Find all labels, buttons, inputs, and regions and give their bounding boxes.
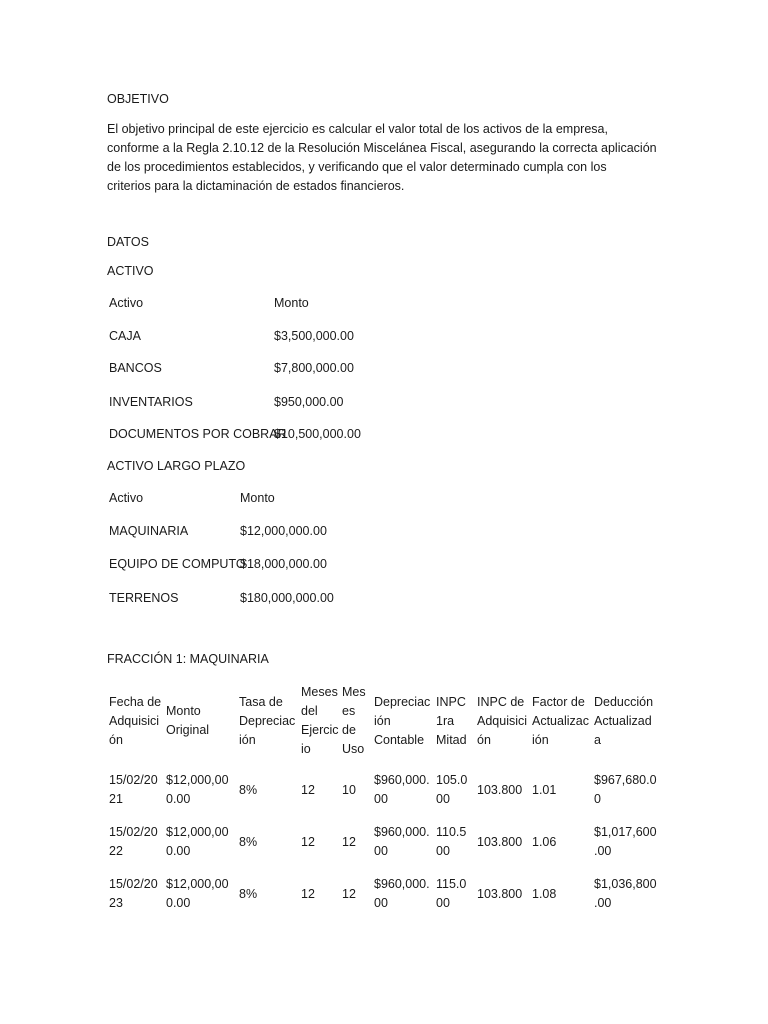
objective-heading: OBJETIVO (107, 92, 169, 106)
header-tasa-depreciacion-line: Depreciac (239, 713, 296, 728)
header-tasa-depreciacion-line: ión (239, 732, 256, 747)
cell-fecha-adquisicion (109, 771, 165, 809)
cell-deduccion-actualizada-line: $1,036,800 (594, 877, 657, 891)
header-meses-uso (342, 683, 373, 759)
cell-deduccion-actualizada (594, 771, 664, 809)
activo-amount-caja: $3,500,000.00 (274, 329, 354, 343)
cell-deduccion-actualizada-line: .00 (594, 844, 612, 858)
activo-name-bancos: BANCOS (109, 361, 162, 375)
cell-meses-uso-line: 12 (342, 834, 356, 849)
cell-deduccion-actualizada-line: $967,680.0 (594, 773, 657, 787)
cell-inpc-1ra-mitad-line: 115.0 (436, 877, 467, 891)
header-depreciacion-contable (374, 683, 435, 759)
cell-deduccion-actualizada-line: .00 (594, 896, 612, 910)
header-monto-original (166, 683, 238, 759)
cell-depreciacion-contable (374, 771, 435, 809)
activo-amount-documentos: $10,500,000.00 (274, 427, 361, 441)
header-tasa-depreciacion-line: Tasa de (239, 694, 283, 709)
cell-fecha-adquisicion-line: 15/02/20 (109, 825, 158, 839)
datos-heading: DATOS (107, 235, 149, 249)
cell-inpc-1ra-mitad-line: 110.5 (436, 825, 467, 839)
cell-inpc-adquisicion-line: 103.800 (477, 886, 523, 901)
header-meses-uso-line: Mes (342, 685, 366, 699)
cell-meses-uso (342, 875, 373, 913)
header-meses-uso-line: Uso (342, 742, 365, 756)
activo-amount-inventarios: $950,000.00 (274, 395, 344, 409)
objective-line: de los procedimientos establecidos, y verificando que el valor determinado cumpla con los (107, 160, 607, 174)
objective-line: conforme a la Regla 2.10.12 de la Resolución Miscelánea Fiscal, asegurando la correcta aplicación (107, 141, 657, 155)
header-deduccion-actualizada-line: Actualizad (594, 713, 652, 728)
largo-name-equipo: EQUIPO DE COMPUTO (109, 557, 246, 571)
header-meses-ejercicio (301, 683, 341, 759)
largo-name-terrenos: TERRENOS (109, 591, 179, 605)
cell-deduccion-actualizada-line: $1,017,600 (594, 825, 657, 839)
activo-amount-bancos: $7,800,000.00 (274, 361, 354, 375)
cell-meses-ejercicio-line: 12 (301, 782, 315, 797)
cell-monto-original-line: $12,000,00 (166, 825, 229, 839)
header-deduccion-actualizada (594, 683, 664, 759)
cell-meses-uso-line: 12 (342, 886, 356, 901)
header-monto-original-line: Monto (166, 704, 201, 718)
largo-table-header-activo: Activo (109, 491, 144, 505)
cell-deduccion-actualizada-line: 0 (594, 792, 601, 806)
largo-plazo-heading: ACTIVO LARGO PLAZO (107, 459, 246, 473)
cell-meses-uso-line: 10 (342, 782, 356, 797)
cell-depreciacion-contable-line: 00 (374, 896, 388, 910)
cell-fecha-adquisicion-line: 21 (109, 792, 123, 806)
header-inpc-1ra-mitad-line: INPC (436, 694, 466, 709)
cell-deduccion-actualizada (594, 823, 664, 861)
objective-line: criterios para la dictaminación de estados financieros. (107, 179, 405, 193)
header-meses-uso-line: de (342, 723, 356, 737)
header-inpc-adquisicion-line: ón (477, 732, 491, 747)
cell-monto-original-line: $12,000,00 (166, 877, 229, 891)
cell-tasa-depreciacion (239, 823, 300, 861)
header-monto-original-line: Original (166, 723, 210, 737)
cell-depreciacion-contable-line: $960,000. (374, 773, 430, 787)
cell-factor-actualizacion-line: 1.06 (532, 834, 557, 849)
cell-monto-original-line: 0.00 (166, 896, 191, 910)
header-meses-ejercicio-line: del (301, 704, 318, 718)
header-tasa-depreciacion (239, 683, 300, 759)
header-meses-ejercicio-line: Meses (301, 685, 338, 699)
cell-inpc-1ra-mitad-line: 00 (436, 792, 450, 806)
activo-heading: ACTIVO (107, 264, 154, 278)
cell-meses-ejercicio (301, 823, 341, 861)
cell-monto-original (166, 875, 238, 913)
cell-inpc-adquisicion (477, 771, 531, 809)
cell-fecha-adquisicion-line: 15/02/20 (109, 877, 158, 891)
header-depreciacion-contable-line: Depreciac (374, 694, 431, 709)
cell-tasa-depreciacion (239, 771, 300, 809)
header-deduccion-actualizada-line: a (594, 732, 601, 747)
cell-depreciacion-contable-line: 00 (374, 844, 388, 858)
cell-factor-actualizacion (532, 823, 593, 861)
activo-table-header-activo: Activo (109, 296, 144, 310)
header-factor-actualizacion-line: ión (532, 732, 549, 747)
largo-name-maquinaria: MAQUINARIA (109, 524, 189, 538)
cell-fecha-adquisicion-line: 23 (109, 896, 123, 910)
cell-meses-ejercicio (301, 771, 341, 809)
header-meses-ejercicio-line: Ejercic (301, 723, 339, 737)
cell-fecha-adquisicion-line: 15/02/20 (109, 773, 158, 787)
cell-meses-ejercicio (301, 875, 341, 913)
cell-factor-actualizacion (532, 771, 593, 809)
cell-tasa-depreciacion-line: 8% (239, 886, 258, 901)
cell-factor-actualizacion-line: 1.01 (532, 782, 557, 797)
fraccion-heading: FRACCIÓN 1: MAQUINARIA (107, 652, 269, 666)
cell-meses-ejercicio-line: 12 (301, 886, 315, 901)
cell-inpc-1ra-mitad-line: 00 (436, 844, 450, 858)
cell-inpc-1ra-mitad-line: 105.0 (436, 773, 468, 787)
cell-tasa-depreciacion (239, 875, 300, 913)
cell-inpc-1ra-mitad (436, 823, 476, 861)
cell-tasa-depreciacion-line: 8% (239, 834, 258, 849)
largo-table-header-monto: Monto (240, 491, 275, 505)
cell-inpc-1ra-mitad-line: 00 (436, 896, 450, 910)
cell-depreciacion-contable-line: 00 (374, 792, 388, 806)
cell-depreciacion-contable (374, 823, 435, 861)
cell-fecha-adquisicion-line: 22 (109, 844, 123, 858)
header-inpc-adquisicion (477, 683, 531, 759)
header-depreciacion-contable-line: ión (374, 713, 391, 728)
cell-monto-original (166, 823, 238, 861)
activo-name-inventarios: INVENTARIOS (109, 395, 193, 409)
cell-fecha-adquisicion (109, 823, 165, 861)
header-inpc-adquisicion-line: INPC de (477, 694, 525, 709)
cell-inpc-adquisicion (477, 875, 531, 913)
header-factor-actualizacion-line: Factor de (532, 694, 585, 709)
cell-inpc-1ra-mitad (436, 875, 476, 913)
header-meses-uso-line: es (342, 704, 356, 718)
header-inpc-adquisicion-line: Adquisici (477, 713, 528, 728)
activo-name-caja: CAJA (109, 329, 141, 343)
objective-line: El objetivo principal de este ejercicio es calcular el valor total de los activos de la empresa, (107, 122, 608, 136)
cell-depreciacion-contable-line: $960,000. (374, 877, 430, 891)
cell-monto-original-line: $12,000,00 (166, 773, 229, 787)
header-inpc-1ra-mitad-line: Mitad (436, 732, 467, 747)
largo-amount-equipo: $18,000,000.00 (240, 557, 327, 571)
largo-amount-terrenos: $180,000,000.00 (240, 591, 334, 605)
cell-meses-uso (342, 823, 373, 861)
header-fecha-adquisicion-line: ón (109, 732, 123, 747)
cell-inpc-adquisicion-line: 103.800 (477, 782, 523, 797)
cell-tasa-depreciacion-line: 8% (239, 782, 258, 797)
cell-factor-actualizacion-line: 1.08 (532, 886, 557, 901)
cell-deduccion-actualizada (594, 875, 664, 913)
header-fecha-adquisicion-line: Adquisici (109, 713, 160, 728)
cell-monto-original (166, 771, 238, 809)
cell-inpc-adquisicion-line: 103.800 (477, 834, 523, 849)
objective-paragraph (107, 120, 667, 196)
header-fecha-adquisicion (109, 683, 165, 759)
cell-monto-original-line: 0.00 (166, 792, 191, 806)
largo-amount-maquinaria: $12,000,000.00 (240, 524, 327, 538)
activo-table-header-monto: Monto (274, 296, 309, 310)
cell-meses-ejercicio-line: 12 (301, 834, 315, 849)
header-meses-ejercicio-line: io (301, 742, 311, 756)
cell-meses-uso (342, 771, 373, 809)
cell-depreciacion-contable (374, 875, 435, 913)
cell-monto-original-line: 0.00 (166, 844, 191, 858)
activo-name-documentos: DOCUMENTOS POR COBRAR (109, 427, 287, 441)
header-inpc-1ra-mitad-line: 1ra (436, 713, 455, 728)
header-depreciacion-contable-line: Contable (374, 732, 425, 747)
header-factor-actualizacion (532, 683, 593, 759)
cell-inpc-adquisicion (477, 823, 531, 861)
cell-depreciacion-contable-line: $960,000. (374, 825, 430, 839)
header-deduccion-actualizada-line: Deducción (594, 694, 654, 709)
cell-fecha-adquisicion (109, 875, 165, 913)
header-factor-actualizacion-line: Actualizac (532, 713, 589, 728)
cell-inpc-1ra-mitad (436, 771, 476, 809)
header-fecha-adquisicion-line: Fecha de (109, 694, 162, 709)
header-inpc-1ra-mitad (436, 683, 476, 759)
cell-factor-actualizacion (532, 875, 593, 913)
